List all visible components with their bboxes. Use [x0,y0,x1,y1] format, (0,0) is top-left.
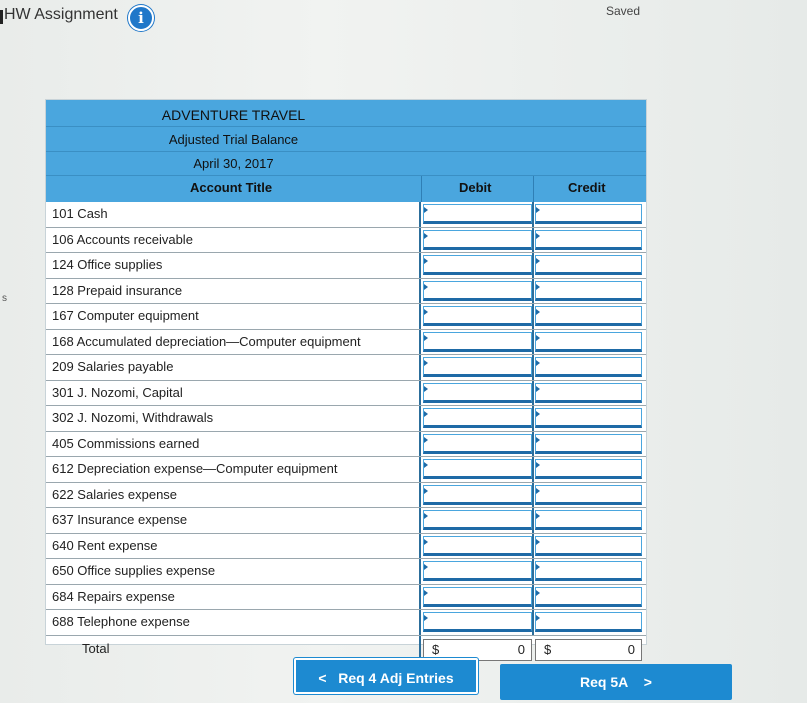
total-credit-field [535,639,642,661]
table-row [46,508,646,534]
account-title-cell: 128 Prepaid insurance [46,279,421,304]
account-title-cell: 168 Accumulated depreciation—Computer equipment [46,330,421,355]
side-mark: s [2,293,7,304]
table-row [46,202,646,228]
column-divider [532,304,534,329]
debit-input[interactable] [423,383,532,403]
header-divider [46,175,646,176]
header-divider [46,151,646,152]
account-title-cell: 101 Cash [46,202,421,227]
column-divider [532,432,534,457]
debit-input[interactable] [423,587,532,607]
debit-input[interactable] [423,230,532,250]
credit-input[interactable] [535,408,642,428]
account-rows [46,202,646,664]
account-title-cell: 106 Accounts receivable [46,228,421,253]
account-title-cell: 650 Office supplies expense [46,559,421,584]
account-title-cell: 684 Repairs expense [46,585,421,610]
info-icon[interactable]: i [128,5,154,31]
table-row [46,406,646,432]
table-row [46,304,646,330]
credit-input[interactable] [535,510,642,530]
credit-input[interactable] [535,357,642,377]
column-divider [532,253,534,278]
table-row [46,457,646,483]
column-divider [421,176,422,202]
column-divider [532,228,534,253]
report-name: Adjusted Trial Balance [168,132,299,147]
table-row [46,355,646,381]
table-row [46,534,646,560]
table-row [46,228,646,254]
header-divider [46,126,646,127]
column-divider [532,610,534,635]
total-label: Total [46,636,421,664]
debit-input[interactable] [423,204,532,224]
next-req-button[interactable] [500,664,732,700]
column-divider [532,559,534,584]
column-divider [532,330,534,355]
chevron-right-icon: > [643,674,652,690]
credit-input[interactable] [535,434,642,454]
account-title-cell: 622 Salaries expense [46,483,421,508]
debit-input[interactable] [423,408,532,428]
credit-input[interactable] [535,612,642,632]
credit-input[interactable] [535,306,642,326]
credit-input[interactable] [535,281,642,301]
account-title-cell: 640 Rent expense [46,534,421,559]
table-row [46,279,646,305]
table-row [46,432,646,458]
prev-req-button[interactable] [294,658,478,694]
credit-input[interactable] [535,230,642,250]
account-title-cell: 124 Office supplies [46,253,421,278]
column-divider [532,483,534,508]
next-req-label: Req 5A [580,674,629,690]
credit-input[interactable] [535,383,642,403]
column-divider [532,585,534,610]
column-divider [532,355,534,380]
prev-req-label: Req 4 Adj Entries [338,670,454,686]
debit-input[interactable] [423,332,532,352]
debit-input[interactable] [423,561,532,581]
credit-input[interactable] [535,536,642,556]
account-title-cell: 688 Telephone expense [46,610,421,635]
column-header-debit: Debit [459,180,492,195]
credit-input[interactable] [535,459,642,479]
debit-input[interactable] [423,510,532,530]
total-credit-value: 0 [627,641,635,657]
table-row [46,381,646,407]
column-divider [532,457,534,482]
column-divider [532,202,534,227]
debit-input[interactable] [423,612,532,632]
column-divider [532,279,534,304]
column-divider [532,406,534,431]
account-title-cell: 612 Depreciation expense—Computer equipment [46,457,421,482]
account-title-cell: 209 Salaries payable [46,355,421,380]
company-name: ADVENTURE TRAVEL [161,107,306,123]
table-row [46,585,646,611]
debit-input[interactable] [423,485,532,505]
report-date: April 30, 2017 [193,156,274,171]
top-bar [0,0,807,36]
title-marker [0,10,3,24]
trial-balance-table [46,100,646,657]
credit-input[interactable] [535,485,642,505]
column-divider [532,381,534,406]
column-divider [532,534,534,559]
currency-symbol: $ [432,641,440,657]
assignment-title-text: HW Assignment [4,6,118,23]
table-row [46,253,646,279]
debit-input[interactable] [423,281,532,301]
chevron-left-icon: < [318,670,327,686]
table-row [46,483,646,509]
table-row [46,330,646,356]
debit-input[interactable] [423,306,532,326]
debit-input[interactable] [423,357,532,377]
assignment-title [4,6,118,24]
account-title-cell: 302 J. Nozomi, Withdrawals [46,406,421,431]
account-title-cell: 301 J. Nozomi, Capital [46,381,421,406]
column-divider [533,176,534,202]
table-row [46,559,646,585]
column-header-account: Account Title [190,180,273,195]
column-header-credit: Credit [568,180,606,195]
debit-input[interactable] [423,536,532,556]
credit-input[interactable] [535,561,642,581]
account-title-cell: 167 Computer equipment [46,304,421,329]
currency-symbol: $ [544,641,552,657]
credit-input[interactable] [535,332,642,352]
debit-input[interactable] [423,434,532,454]
debit-input[interactable] [423,255,532,275]
credit-input[interactable] [535,255,642,275]
table-row [46,610,646,636]
credit-input[interactable] [535,587,642,607]
debit-input[interactable] [423,459,532,479]
saved-status: Saved [606,4,641,18]
column-divider [532,508,534,533]
credit-input[interactable] [535,204,642,224]
account-title-cell: 637 Insurance expense [46,508,421,533]
account-title-cell: 405 Commissions earned [46,432,421,457]
total-debit-value: 0 [517,641,525,657]
table-header [46,100,646,202]
